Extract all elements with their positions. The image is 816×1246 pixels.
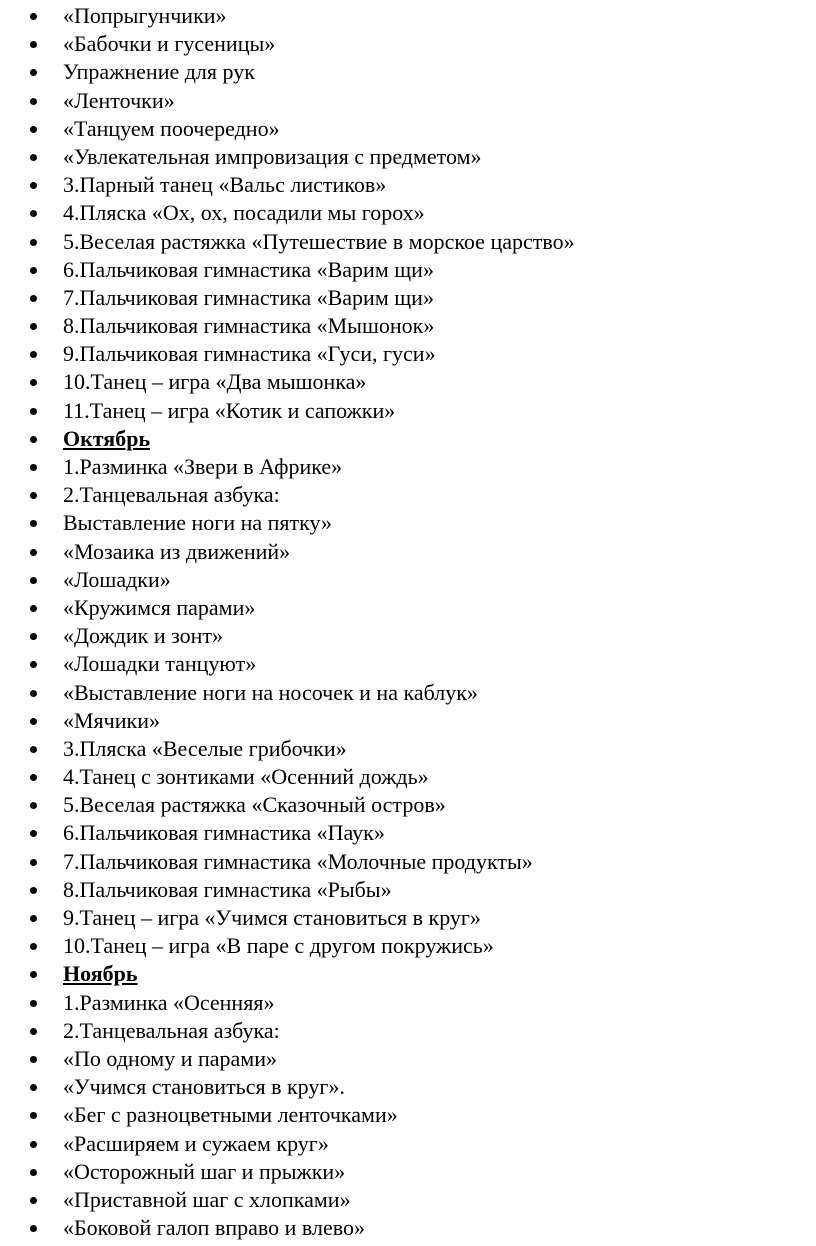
list-item-text: «Ленточки» <box>63 87 175 113</box>
list-item-text: «Расширяем и сужаем круг» <box>63 1130 329 1156</box>
bullet-icon <box>30 1141 37 1148</box>
list-item-text: 6.Пальчиковая гимнастика «Варим щи» <box>63 256 434 282</box>
bullet-icon <box>30 718 37 725</box>
list-item <box>0 87 816 115</box>
bullet-icon <box>30 379 37 386</box>
bullet-icon <box>30 492 37 499</box>
list-item-text: 7.Пальчиковая гимнастика «Варим щи» <box>63 284 434 310</box>
list-item <box>0 791 816 819</box>
list-item-text: «Мячики» <box>63 707 160 733</box>
bullet-icon <box>30 1197 37 1204</box>
list-item-text: «Бабочки и гусеницы» <box>63 31 276 57</box>
list-item <box>0 989 816 1017</box>
bullet-icon <box>30 210 37 217</box>
list-item-text: Упражнение для рук <box>63 59 255 85</box>
list-item-text: 7.Пальчиковая гимнастика «Молочные продукты» <box>63 848 533 874</box>
bullet-icon <box>30 887 37 894</box>
list-item <box>0 115 816 143</box>
list-item <box>0 368 816 396</box>
list-item <box>0 650 816 678</box>
list-item <box>0 904 816 932</box>
bullet-icon <box>30 690 37 697</box>
section-heading-text: Ноябрь <box>63 961 138 987</box>
list-item-text: 11.Танец – игра «Котик и сапожки» <box>63 397 396 423</box>
bullet-icon <box>30 1225 37 1232</box>
list-item <box>0 707 816 735</box>
list-item-text: «Дождик и зонт» <box>63 623 224 649</box>
list-item <box>0 312 816 340</box>
list-item-text: «Учимся становиться в круг». <box>63 1074 345 1100</box>
list-item <box>0 1017 816 1045</box>
list-item-text: 6.Пальчиковая гимнастика «Паук» <box>63 820 385 846</box>
list-item <box>0 2 816 30</box>
list-item-text: «Мозаика из движений» <box>63 538 291 564</box>
bullet-icon <box>30 746 37 753</box>
list-item <box>0 1101 816 1129</box>
bullet-icon <box>30 13 37 20</box>
list-item-text: «Танцуем поочередно» <box>63 115 280 141</box>
bullet-icon <box>30 126 37 133</box>
list-item <box>0 199 816 227</box>
bullet-icon <box>30 661 37 668</box>
list-item-text: 1.Разминка «Звери в Африке» <box>63 454 343 479</box>
list-item-text: 8.Пальчиковая гимнастика «Мышонок» <box>63 313 435 339</box>
list-item-text: 10.Танец – игра «Два мышонка» <box>63 369 367 395</box>
list-item-text: «Лошадки» <box>63 566 171 592</box>
bullet-icon <box>30 464 37 471</box>
list-item <box>0 735 816 763</box>
list-item-text: «Кружимся парами» <box>63 594 256 620</box>
bullet-icon <box>30 295 37 302</box>
bullet-icon <box>30 859 37 866</box>
list-item <box>0 763 816 791</box>
list-item-text: «Попрыгунчики» <box>63 3 227 28</box>
section-heading <box>0 425 816 453</box>
list-item <box>0 481 816 509</box>
bullet-icon <box>30 774 37 781</box>
list-item-text: 3.Парный танец «Вальс листиков» <box>63 172 387 198</box>
bullet-icon <box>30 830 37 837</box>
list-item <box>0 453 816 481</box>
list-item-text: «Увлекательная импровизация с предметом» <box>63 143 482 169</box>
bullet-icon <box>30 802 37 809</box>
bullet-icon <box>30 1084 37 1091</box>
list-item <box>0 171 816 199</box>
bullet-icon <box>30 323 37 330</box>
bullet-icon <box>30 520 37 527</box>
list-item <box>0 1158 816 1186</box>
list-item-text: 2.Танцевальная азбука: <box>63 482 280 508</box>
list-item <box>0 228 816 256</box>
list-item-text: 10.Танец – игра «В паре с другом покружись» <box>63 933 494 959</box>
list-item <box>0 594 816 622</box>
bullet-icon <box>30 41 37 48</box>
list-item-text: «Выставление ноги на носочек и на каблук» <box>63 679 478 705</box>
list-item-text: Выставление ноги на пятку» <box>63 510 333 536</box>
list-item-text: 2.Танцевальная азбука: <box>63 1017 280 1043</box>
bullet-icon <box>30 943 37 950</box>
list-item-text: 4.Танец с зонтиками «Осенний дождь» <box>63 764 429 790</box>
list-item <box>0 876 816 904</box>
list-item <box>0 1045 816 1073</box>
bullet-icon <box>30 633 37 640</box>
list-item <box>0 509 816 537</box>
list-item-text: «Осторожный шаг и прыжки» <box>63 1158 346 1184</box>
list-item-text: 8.Пальчиковая гимнастика «Рыбы» <box>63 876 392 902</box>
list-item <box>0 1214 816 1242</box>
list-item <box>0 848 816 876</box>
list-item-text: 9.Танец – игра «Учимся становиться в круг» <box>63 905 481 930</box>
list-item-text: «Бег с разноцветными ленточками» <box>63 1102 398 1128</box>
bullet-icon <box>30 915 37 922</box>
list-item-text: «Лошадки танцуют» <box>63 651 257 677</box>
list-item <box>0 30 816 58</box>
section-heading <box>0 960 816 988</box>
bullet-icon <box>30 1112 37 1119</box>
list-item-text: 4.Пляска «Ох, ох, посадили мы горох» <box>63 200 425 226</box>
list-item <box>0 143 816 171</box>
bullet-icon <box>30 408 37 415</box>
list-item-text: 5.Веселая растяжка «Сказочный остров» <box>63 792 446 818</box>
bullet-icon <box>30 1169 37 1176</box>
list-item-text: 5.Веселая растяжка «Путешествие в морское царство» <box>63 228 575 254</box>
list-item <box>0 256 816 284</box>
bullet-icon <box>30 69 37 76</box>
list-item <box>0 622 816 650</box>
bullet-icon <box>30 239 37 246</box>
bullet-icon <box>30 154 37 161</box>
bullet-icon <box>30 1028 37 1035</box>
list-item-text: 1.Разминка «Осенняя» <box>63 989 275 1015</box>
list-item <box>0 1073 816 1101</box>
list-item <box>0 1186 816 1214</box>
list-item-text: «Боковой галоп вправо и влево» <box>63 1215 365 1241</box>
list-item <box>0 566 816 594</box>
list-item <box>0 340 816 368</box>
list-item-text: «Приставной шаг с хлопками» <box>63 1186 351 1212</box>
bullet-icon <box>30 1000 37 1007</box>
bullet-icon <box>30 351 37 358</box>
bullet-icon <box>30 98 37 105</box>
list-item <box>0 1130 816 1158</box>
list-item-text: 9.Пальчиковая гимнастика «Гуси, гуси» <box>63 341 436 367</box>
list-item <box>0 679 816 707</box>
list-item <box>0 58 816 86</box>
bullet-list <box>0 2 816 1242</box>
list-item <box>0 932 816 960</box>
list-item-text: 3.Пляска «Веселые грибочки» <box>63 735 347 761</box>
bullet-icon <box>30 182 37 189</box>
section-heading-text: Октябрь <box>63 425 151 451</box>
bullet-icon <box>30 1056 37 1063</box>
list-item-text: «По одному и парами» <box>63 1045 277 1071</box>
bullet-icon <box>30 577 37 584</box>
bullet-icon <box>30 436 37 443</box>
bullet-icon <box>30 549 37 556</box>
list-item <box>0 397 816 425</box>
bullet-icon <box>30 605 37 612</box>
bullet-icon <box>30 267 37 274</box>
list-item <box>0 819 816 847</box>
bullet-icon <box>30 971 37 978</box>
list-item <box>0 284 816 312</box>
list-item <box>0 538 816 566</box>
